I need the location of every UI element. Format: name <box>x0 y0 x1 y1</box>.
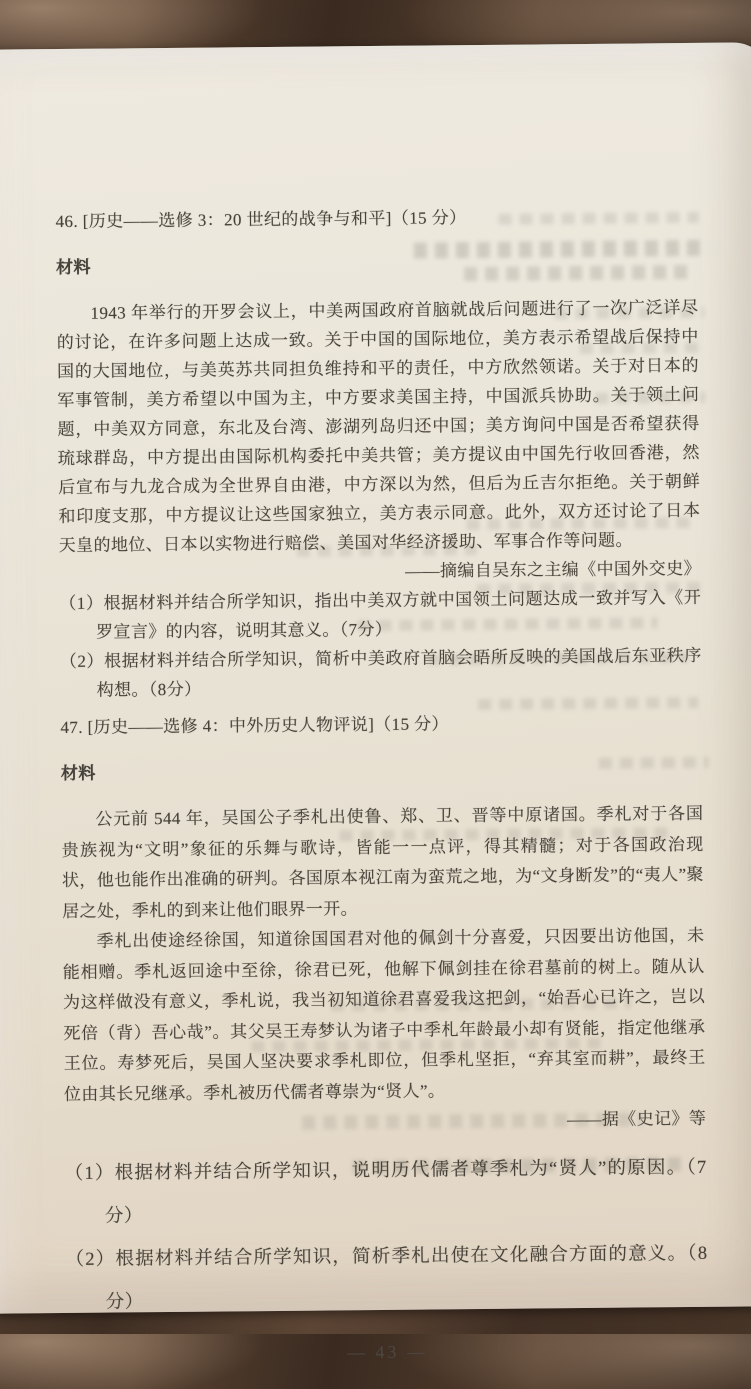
material-label: 材料 <box>55 257 91 278</box>
source-attribution: ——摘编自吴东之主编《中国外交史》 <box>405 558 702 581</box>
section-47-questions <box>65 1147 709 1325</box>
question-46-1: （1）根据材料并结合所学知识，指出中美双方就中国领土问题达成一致并写入《开罗宣言》的内容，说明其意义。（7分） <box>59 587 702 642</box>
page-number: — 43 — <box>346 1341 429 1363</box>
source-attribution: ——据《史记》等 <box>566 1108 707 1130</box>
question-46-2: （2）根据材料并结合所学知识，简析中美政府首脑会晤所反映的美国战后东亚秩序构想。（8分） <box>59 645 702 700</box>
material-paragraph: 1943 年举行的开罗会议上，中美两国政府首脑就战后问题进行了一次广泛详尽的讨论，在许多问题上达成一致。关于中国的国际地位，美方表示希望战后保持中国的大国地位，与美英苏共同担负维持和平的责任，中方欣然领诺。关于对日本的军事管制，美方希望以中国为主，中方要求美国主持，中国派兵协助。关于领土问题，中美双方同意，东北及台湾、澎湖列岛归还中国；美方询问中国是否希望获得琉球群岛，中方提出由国际机构委托中美共管；美方提议由中国先行收回香港，然后宣布与九龙合成为全世界自由港，中方深以为然，但后为丘吉尔拒绝。关于朝鲜和印度支那，中方提议让这些国家独立，美方表示同意。此外，双方还讨论了日本天皇的地位、日本以实物进行赔偿、美国对华经济援助、军事合作等问题。 <box>56 297 701 556</box>
question-47-1: （1）根据材料并结合所学知识，说明历代儒者尊季札为“贤人”的原因。（7分） <box>64 1157 707 1227</box>
section-46-header: 46. [历史——选修 3：20 世纪的战争与和平]（15 分） <box>55 208 467 232</box>
material-paragraph: 季札出使途经徐国，知道徐国国君对他的佩剑十分喜爱，只因要出访他国，未能相赠。季札返回途中至徐，徐君已死，他解下佩剑挂在徐君墓前的树上。随从认为这样做没有意义，季札说，我当初知道徐君喜爱我这把剑，“始吾心已许之，岂以死倍（背）吾心哉”。其父吴王寿梦认为诸子中季札年龄最小却有贤能，指定他继承王位。寿梦死后，吴国人坚决要求季札即位，但季札坚拒，“弃其室而耕”，最终王位由其长兄继承。季札被历代儒者尊崇为“贤人”。 <box>62 925 706 1104</box>
section-question-46 <box>55 201 702 705</box>
material-label: 材料 <box>60 763 96 784</box>
page-content <box>55 201 708 1388</box>
section-47-header: 47. [历史——选修 4：中外历史人物评说]（15 分） <box>60 714 449 738</box>
section-question-47 <box>60 707 708 1325</box>
exam-paper <box>0 42 751 1363</box>
material-paragraph: 公元前 544 年，吴国公子季札出使鲁、郑、卫、晋等中原诸国。季札对于各国贵族视为“文明”象征的乐舞与歌诗，皆能一一点评，得其精髓；对于各国政治现状，他也能作出准确的研判。各国原本视江南为蛮荒之地，为“文身断发”的“夷人”聚居之处，季札的到来让他们眼界一开。 <box>61 803 704 921</box>
question-47-2: （2）根据材料并结合所学知识，简析季札出使在文化融合方面的意义。（8分） <box>65 1243 708 1313</box>
